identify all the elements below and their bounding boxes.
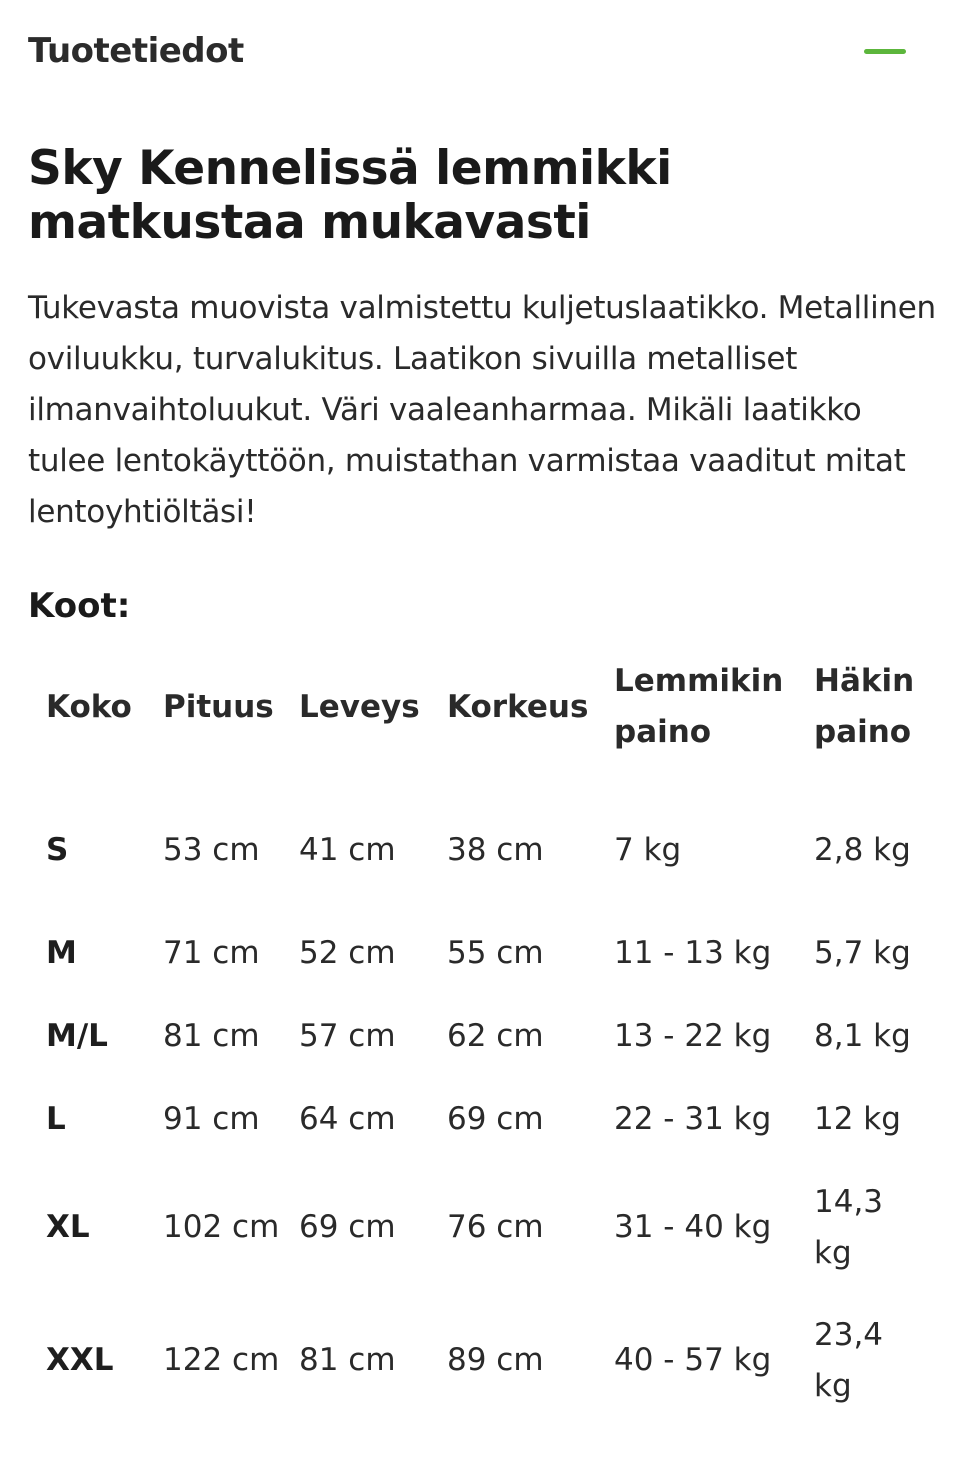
size-table — [28, 650, 926, 1427]
size-cell: M — [46, 935, 77, 971]
table-row — [28, 1294, 926, 1427]
kennel-weight-cell: 12 kg — [814, 1101, 901, 1137]
product-headline: Sky Kennelissä lemmikki matkustaa mukavasti — [28, 141, 672, 250]
kennel-weight-cell: 5,7 kg — [814, 935, 911, 971]
width-cell: 41 cm — [299, 831, 396, 868]
pet-weight-cell: 7 kg — [614, 831, 682, 868]
length-cell: 91 cm — [163, 1101, 260, 1137]
sizes-heading: Koot: — [28, 586, 131, 626]
kennel-weight-cell: 14,3 kg — [814, 1183, 884, 1271]
pet-weight-cell: 11 - 13 kg — [614, 935, 772, 971]
height-cell: 38 cm — [447, 831, 544, 868]
width-cell: 69 cm — [299, 1209, 396, 1245]
header-koko: Koko — [46, 688, 132, 725]
table-row — [28, 788, 926, 912]
width-cell: 52 cm — [299, 935, 396, 971]
height-cell: 69 cm — [447, 1101, 544, 1137]
pet-weight-cell: 31 - 40 kg — [614, 1209, 772, 1245]
height-cell: 89 cm — [447, 1342, 544, 1378]
size-cell: XXL — [46, 1342, 114, 1378]
header-pituus: Pituus — [163, 688, 274, 725]
height-cell: 55 cm — [447, 935, 544, 971]
section-title: Tuotetiedot — [28, 31, 244, 71]
header-korkeus: Korkeus — [447, 688, 589, 725]
size-cell: S — [46, 831, 69, 868]
header-hakin-paino: Häkin paino — [814, 663, 915, 750]
width-cell: 81 cm — [299, 1342, 396, 1378]
product-info-accordion-header[interactable] — [28, 22, 906, 80]
width-cell: 57 cm — [299, 1018, 396, 1054]
header-leveys: Leveys — [299, 688, 420, 725]
table-header-row — [28, 650, 926, 788]
size-cell: M/L — [46, 1018, 108, 1054]
minus-icon[interactable] — [864, 49, 906, 54]
size-cell: XL — [46, 1209, 90, 1245]
pet-weight-cell: 40 - 57 kg — [614, 1342, 772, 1378]
kennel-weight-cell: 2,8 kg — [814, 831, 911, 868]
table-row — [28, 1161, 926, 1294]
length-cell: 122 cm — [163, 1342, 280, 1378]
length-cell: 81 cm — [163, 1018, 260, 1054]
kennel-weight-cell: 8,1 kg — [814, 1018, 911, 1054]
table-row — [28, 995, 926, 1078]
size-cell: L — [46, 1101, 66, 1137]
pet-weight-cell: 22 - 31 kg — [614, 1101, 772, 1137]
header-lemmikin-paino: Lemmikin paino — [614, 663, 784, 750]
height-cell: 76 cm — [447, 1209, 544, 1245]
product-description: Tukevasta muovista valmistettu kuljetuslaatikko. Metallinen oviluukku, turvalukitus. Laatikon sivuilla metalliset ilmanvaihtoluukut. Väri vaaleanharmaa. Mikäli laatikko tulee lentokäyttöön, muistathan varmistaa vaaditut mitat lentoyhtiöltäsi! — [28, 290, 936, 530]
pet-weight-cell: 13 - 22 kg — [614, 1018, 772, 1054]
table-row — [28, 1078, 926, 1161]
width-cell: 64 cm — [299, 1101, 396, 1137]
length-cell: 53 cm — [163, 831, 260, 868]
height-cell: 62 cm — [447, 1018, 544, 1054]
kennel-weight-cell: 23,4 kg — [814, 1316, 884, 1404]
length-cell: 102 cm — [163, 1209, 280, 1245]
table-row — [28, 912, 926, 995]
length-cell: 71 cm — [163, 935, 260, 971]
